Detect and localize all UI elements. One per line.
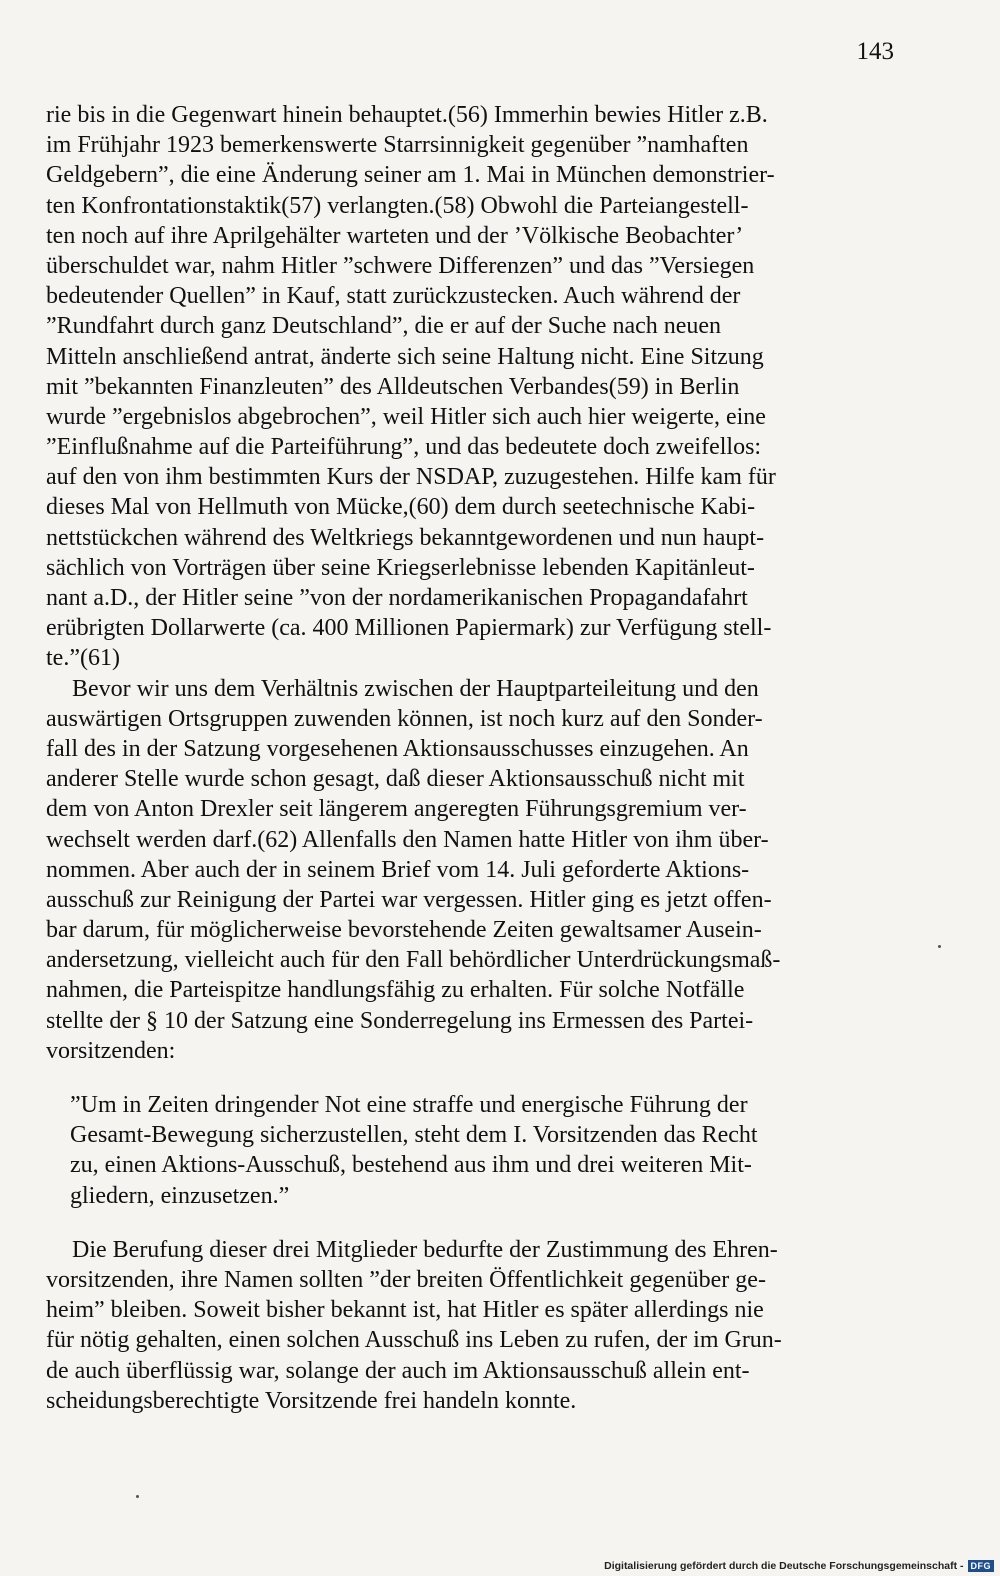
text-line: für nötig gehalten, einen solchen Ausschuß ins Leben zu rufen, der im Grun-: [46, 1327, 782, 1354]
text-line: andersetzung, vielleicht auch für den Fall behördlicher Unterdrückungsmaß-: [46, 947, 781, 974]
text-line: de auch überflüssig war, solange der auch im Aktionsausschuß allein ent-: [46, 1357, 750, 1384]
text-line: rie bis in die Gegenwart hinein behauptet.(56) Immerhin bewies Hitler z.B.: [46, 102, 768, 128]
text-line: Bevor wir uns dem Verhältnis zwischen der Hauptparteileitung und den: [72, 675, 759, 702]
paragraph-gap: [46, 1211, 868, 1235]
text-line: nant a.D., der Hitler seine ”von der nordamerikanischen Propagandafahrt: [46, 585, 748, 611]
text-line: ”Rundfahrt durch ganz Deutschland”, die er auf der Suche nach neuen: [46, 313, 722, 340]
page-number: 143: [856, 38, 894, 65]
text-line: fall des in der Satzung vorgesehenen Aktionsausschusses einzugehen. An: [46, 735, 749, 762]
text-line: mit ”bekannten Finanzleuten” des Alldeutschen Verbandes(59) in Berlin: [46, 373, 740, 400]
scan-speck: [938, 945, 941, 948]
dfg-logo: DFG: [968, 1560, 995, 1572]
text-line: auf den von ihm bestimmten Kurs der NSDAP, zuzugestehen. Hilfe kam für: [46, 464, 776, 491]
text-line: bar darum, für möglicherweise bevorstehende Zeiten gewaltsamer Ausein-: [46, 917, 762, 944]
text-line: sächlich von Vorträgen über seine Kriegserlebnisse lebenden Kapitänleut-: [46, 554, 755, 581]
text-line: nahmen, die Parteispitze handlungsfähig zu erhalten. Für solche Notfälle: [46, 977, 745, 1004]
text-line: bedeutender Quellen” in Kauf, statt zurückzustecken. Auch während der: [46, 283, 741, 310]
text-line: auswärtigen Ortsgruppen zuwenden können, ist noch kurz auf den Sonder-: [46, 705, 763, 732]
text-line: wurde ”ergebnislos abgebrochen”, weil Hitler sich auch hier weigerte, eine: [46, 403, 766, 430]
text-line: nommen. Aber auch der in seinem Brief vom 14. Juli geforderte Aktions-: [46, 856, 750, 883]
scan-speck: [136, 1495, 139, 1498]
text-line: Geldgebern”, die eine Änderung seiner am 1. Mai in München demonstrier-: [46, 162, 775, 189]
text-line: te.”(61): [46, 645, 120, 672]
text-line: wechselt werden darf.(62) Allenfalls den Namen hatte Hitler von ihm über-: [46, 826, 769, 853]
text-line: vorsitzenden, ihre Namen sollten ”der breiten Öffentlichkeit gegenüber ge-: [46, 1266, 766, 1293]
quote-line: gliedern, einzusetzen.”: [70, 1182, 290, 1209]
text-line: Mitteln anschließend antrat, änderte sich seine Haltung nicht. Eine Sitzung: [46, 343, 764, 370]
digitization-footer: [604, 1560, 994, 1572]
text-line: im Frühjahr 1923 bemerkenswerte Starrsinnigkeit gegenüber ”namhaften: [46, 132, 749, 159]
text-line: dem von Anton Drexler seit längerem angeregten Führungsgremium ver-: [46, 796, 747, 823]
text-line: erübrigten Dollarwerte (ca. 400 Millionen Papiermark) zur Verfügung stell-: [46, 615, 772, 642]
text-line: nettstückchen während des Weltkriegs bekanntgewordenen und nun haupt-: [46, 524, 765, 551]
text-line: stellte der § 10 der Satzung eine Sonderregelung ins Ermessen des Partei-: [46, 1007, 754, 1034]
quote-line: zu, einen Aktions-Ausschuß, bestehend aus ihm und drei weiteren Mit-: [70, 1152, 752, 1179]
body-text: [46, 100, 868, 1416]
text-line: heim” bleiben. Soweit bisher bekannt ist, hat Hitler es später allerdings nie: [46, 1297, 764, 1324]
quote-line: ”Um in Zeiten dringender Not eine straffe und energische Führung der: [70, 1092, 748, 1118]
quote-line: Gesamt-Bewegung sicherzustellen, steht dem I. Vorsitzenden das Recht: [70, 1122, 758, 1149]
text-line: vorsitzenden:: [46, 1037, 176, 1064]
text-line: ausschuß zur Reinigung der Partei war vergessen. Hitler ging es jetzt offen-: [46, 886, 772, 913]
text-line: Die Berufung dieser drei Mitglieder bedurfte der Zustimmung des Ehren-: [72, 1236, 778, 1263]
text-line: ”Einflußnahme auf die Parteiführung”, und das bedeutete doch zweifellos:: [46, 434, 762, 461]
text-line: anderer Stelle wurde schon gesagt, daß dieser Aktionsausschuß nicht mit: [46, 766, 745, 793]
footer-text: Digitalisierung gefördert durch die Deutsche Forschungsgemeinschaft -: [604, 1560, 964, 1572]
text-line: überschuldet war, nahm Hitler ”schwere Differenzen” und das ”Versiegen: [46, 252, 755, 279]
text-line: dieses Mal von Hellmuth von Mücke,(60) dem durch seetechnische Kabi-: [46, 494, 756, 521]
text-line: scheidungsberechtigte Vorsitzende frei handeln konnte.: [46, 1387, 577, 1414]
text-line: ten Konfrontationstaktik(57) verlangten.(58) Obwohl die Parteiangestell-: [46, 192, 749, 219]
text-line: ten noch auf ihre Aprilgehälter warteten und der ’Völkische Beobachter’: [46, 222, 744, 249]
paragraph-gap: [46, 1066, 868, 1090]
